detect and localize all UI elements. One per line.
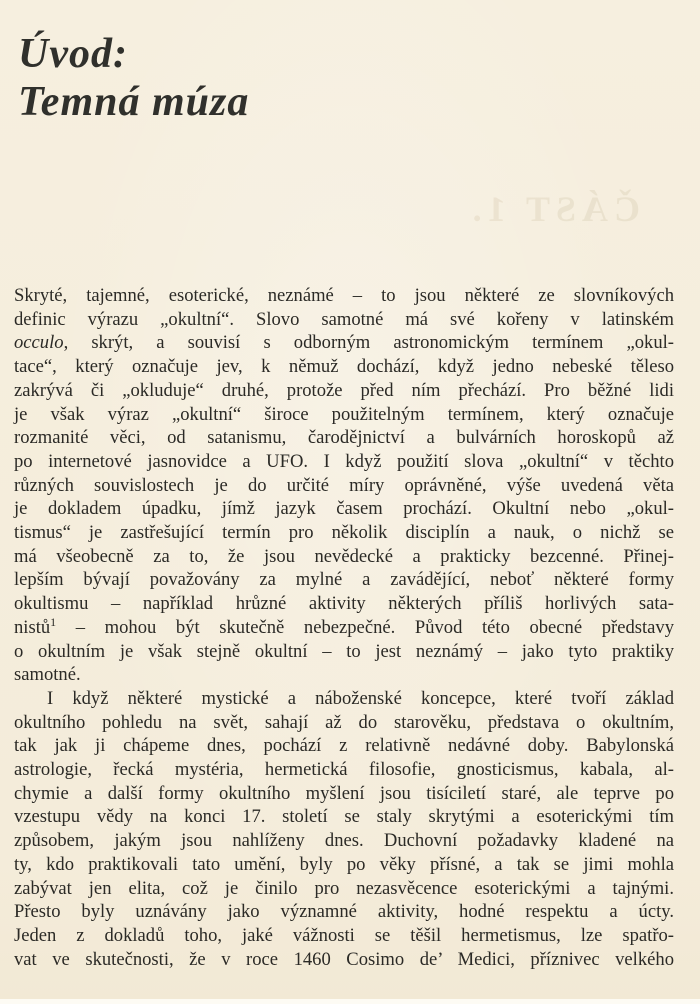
text-line: způsobem, jakým jsou nahlíženy dnes. Duchovní požadavky kladené na — [14, 830, 674, 852]
text-line: rozmanité věci, od satanismu, čarodějnictví a bulvárních horoskopů až — [14, 427, 674, 449]
title-line-2: Temná múza — [18, 79, 250, 126]
text-line: ty, kdo praktikovali tato umění, byly po věky přísné, a tak se jimi mohla — [14, 853, 674, 875]
text-line: je dokladem úpadku, jímž jazyk časem prochází. Okultní nebo „okul- — [14, 498, 674, 520]
text-line: Jeden z dokladů toho, jaké vážnosti se těšil hermetismus, lze spatřo- — [14, 924, 674, 946]
text-line: různých souvislostech je do určité míry oprávněné, výše uvedená věta — [14, 474, 674, 496]
text-line: astrologie, řecká mystéria, hermetická filosofie, gnosticismus, kabala, al- — [14, 759, 674, 781]
text-line: Přesto byly uznávány jako významné aktivity, hodné respektu a úcty. — [14, 901, 674, 923]
text-line: vzestupu vědy na konci 17. století se staly skrytými a esoterickými tím — [14, 806, 674, 828]
text-line: occulo, skrýt, a souvisí s odborným astronomickým termínem „okul- — [14, 332, 674, 354]
body-text — [14, 284, 674, 971]
text-line: Skryté, tajemné, esoterické, neznámé – to jsou některé ze slovníkových — [14, 285, 674, 306]
footnote-marker: 1 — [50, 614, 57, 629]
text-line: o okultním je však stejně okultní – to jest neznámý – jako tyto praktiky — [14, 640, 674, 662]
page-title — [18, 30, 249, 126]
text-line: definic výrazu „okultní“. Slovo samotné má své kořeny v latinském — [14, 308, 674, 330]
text-line: po internetové jasnovidce a UFO. I když použití slova „okultní“ v těchto — [14, 450, 674, 472]
text-line: zakrývá či „okluduje“ druhé, protože před ním přechází. Pro běžné lidi — [14, 379, 674, 401]
text-line: tismus“ je zastřešující termín pro několik disciplín a nauk, o nichž se — [14, 522, 674, 544]
italic-term: occulo — [14, 332, 64, 354]
text-line: samotné. — [14, 664, 81, 686]
text-line: okultismu – například hrůzné aktivity některých příliš horlivých sata- — [14, 593, 674, 615]
text-line: chymie a další formy okultního myšlení jsou tisíciletí staré, ale teprve po — [14, 782, 674, 804]
text-line: tak jak ji chápeme dnes, pochází z relativně nedávné doby. Babylonská — [14, 735, 674, 757]
text-line: okultního pohledu na svět, sahají až do starověku, představa o okultním, — [14, 711, 674, 733]
bleed-through-text: ČÁST 1. — [466, 189, 640, 229]
text-line: je však výraz „okultní“ široce použitelným termínem, který označuje — [14, 403, 674, 425]
text-line: tace“, který označuje jev, k němuž dochází, když jedno nebeské těleso — [14, 356, 674, 378]
text-line: má všeobecně za to, že jsou nevědecké a prakticky bezcenné. Přinej- — [14, 545, 674, 567]
body-paragraph — [14, 284, 674, 687]
text-line: lepším bývají považovány za mylné a zavádějící, neboť některé formy — [14, 569, 674, 591]
text-line: vat ve skutečnosti, že v roce 1460 Cosimo de’ Medici, příznivec velkého — [14, 948, 674, 970]
title-line-1: Úvod: — [18, 31, 128, 78]
body-paragraph — [14, 687, 674, 971]
scan-edge — [0, 999, 700, 1004]
text-line: nistů$^1$ – mohou být skutečně nebezpečné. Původ této obecné představy — [14, 614, 674, 638]
text-line: zabývat jen elita, což je činilo pro nezasvěcence esoterickými a tajnými. — [14, 877, 674, 899]
text-line: I když některé mystické a náboženské koncepce, které tvoří základ — [47, 687, 674, 709]
